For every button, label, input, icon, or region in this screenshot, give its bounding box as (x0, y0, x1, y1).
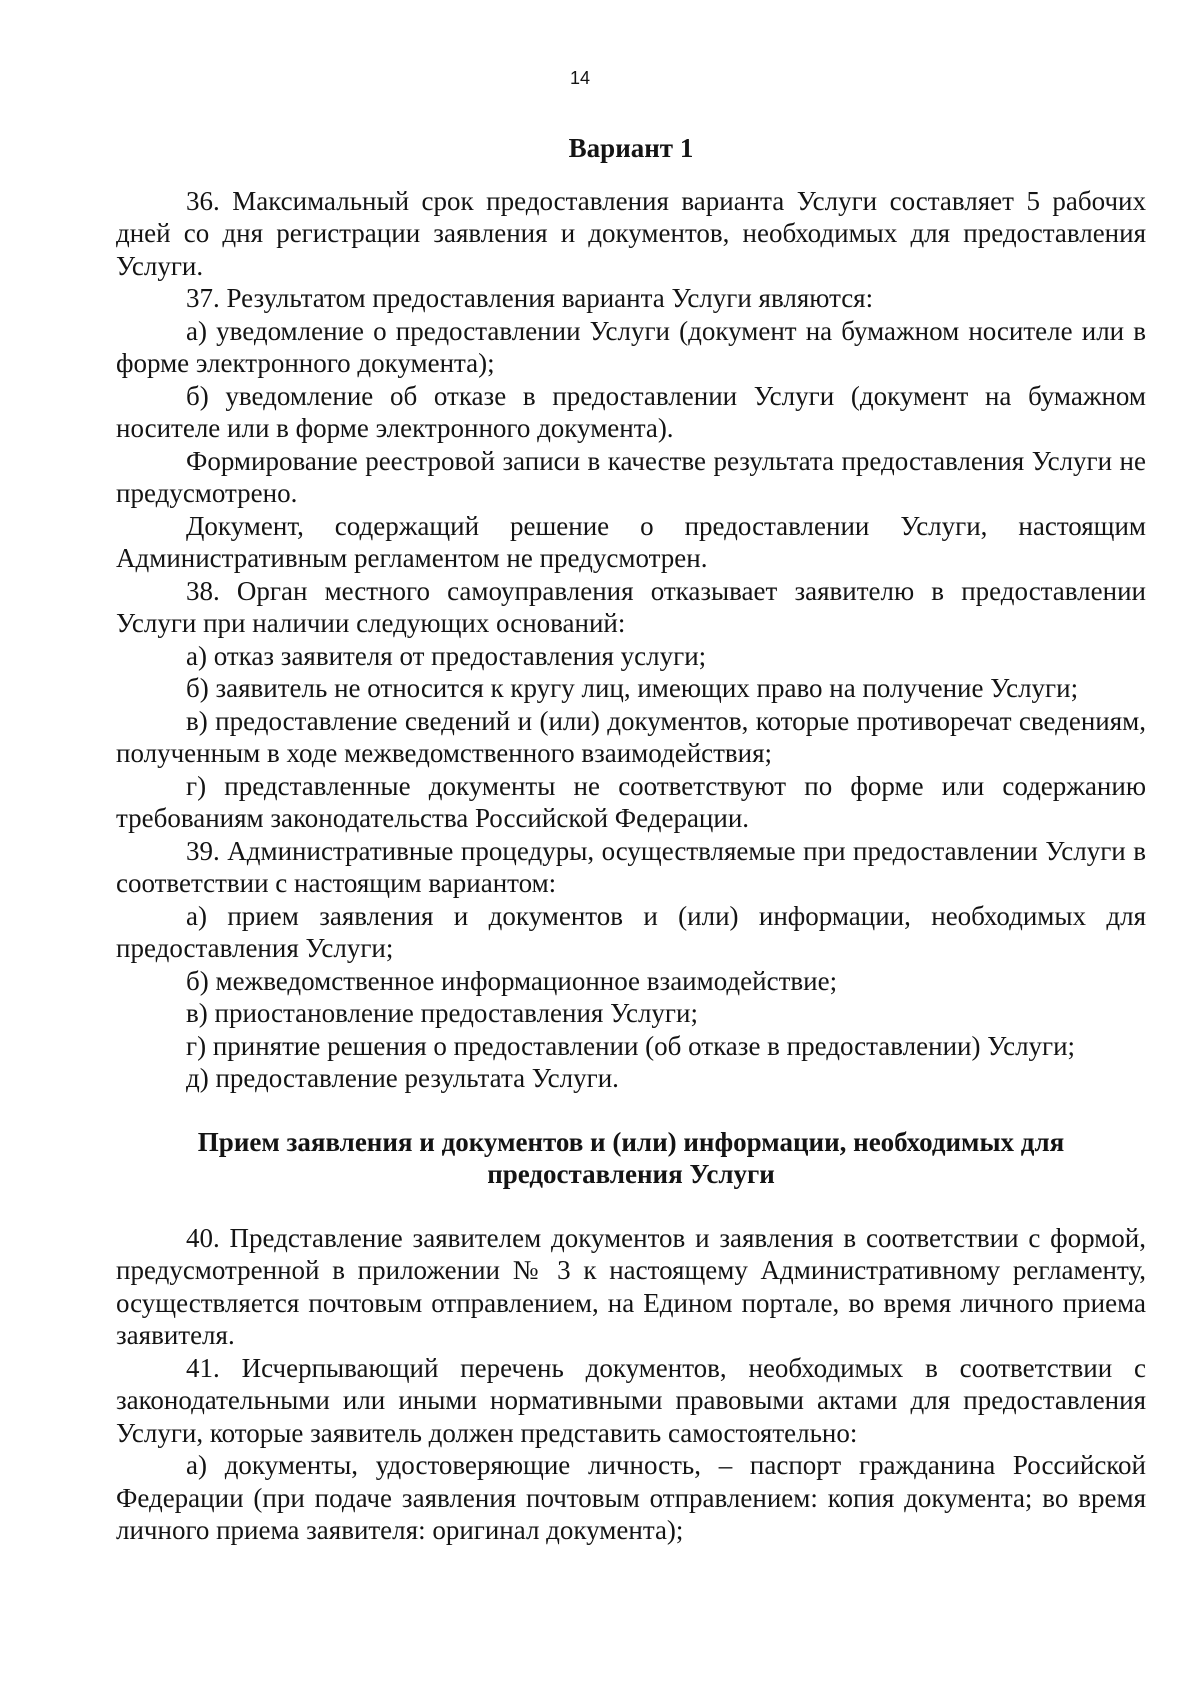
page-content (116, 132, 1146, 1547)
paragraph: 40. Представление заявителем документов и заявления в соответствии с формой, предусмотренной в приложении № 3 к настоящему Административному регламенту, осуществляется почтовым отправлением, на Едином портале, во время личного приема заявителя. (116, 1222, 1146, 1350)
paragraph-group-2 (116, 1222, 1146, 1547)
subsection-heading-line: предоставления Услуги (487, 1159, 775, 1189)
paragraph: 37. Результатом предоставления варианта Услуги являются: (186, 283, 874, 313)
paragraph: а) прием заявления и документов и (или) информации, необходимых для предоставления Услуги; (116, 900, 1146, 963)
subsection-heading-line: Прием заявления и документов и (или) информации, необходимых для (197, 1126, 1065, 1157)
paragraph: 41. Исчерпывающий перечень документов, необходимых в соответствии с законодательными или иными нормативными правовыми актами для предоставления Услуги, которые заявитель должен представить самостоятельно: (116, 1352, 1146, 1448)
paragraph-group-1 (116, 185, 1146, 1095)
paragraph: в) приостановление предоставления Услуги; (186, 998, 698, 1028)
paragraph: а) уведомление о предоставлении Услуги (документ на бумажном носителе или в форме электронного документа); (116, 315, 1146, 378)
paragraph: б) межведомственное информационное взаимодействие; (186, 965, 838, 996)
subsection-heading (116, 1126, 1146, 1191)
paragraph: г) представленные документы не соответствуют по форме или содержанию требованиям законодательства Российской Федерации. (116, 770, 1146, 833)
section-heading: Вариант 1 (568, 133, 694, 163)
paragraph: а) документы, удостоверяющие личность, – паспорт гражданина Российской Федерации (при подаче заявления почтовым отправлением: копия документа; во время личного приема заявителя: оригинал документа); (116, 1450, 1146, 1545)
paragraph: 38. Орган местного самоуправления отказывает заявителю в предоставлении Услуги при наличии следующих оснований: (116, 575, 1146, 638)
paragraph: Формирование реестровой записи в качестве результата предоставления Услуги не предусмотрено. (116, 445, 1146, 508)
paragraph: Документ, содержащий решение о предоставлении Услуги, настоящим Административным регламентом не предусмотрен. (116, 510, 1146, 573)
paragraph: 36. Максимальный срок предоставления варианта Услуги составляет 5 рабочих дней со дня регистрации заявления и документов, необходимых для предоставления Услуги. (116, 185, 1146, 281)
paragraph: а) отказ заявителя от предоставления услуги; (186, 640, 707, 671)
paragraph: 39. Административные процедуры, осуществляемые при предоставлении Услуги в соответствии с настоящим вариантом: (116, 835, 1146, 898)
paragraph: б) уведомление об отказе в предоставлении Услуги (документ на бумажном носителе или в форме электронного документа). (116, 380, 1146, 443)
paragraph: д) предоставление результата Услуги. (186, 1063, 619, 1093)
paragraph: б) заявитель не относится к кругу лиц, имеющих право на получение Услуги; (186, 673, 1079, 703)
paragraph: г) принятие решения о предоставлении (об отказе в предоставлении) Услуги; (186, 1030, 1076, 1061)
page-number: 14 (569, 68, 591, 88)
paragraph: в) предоставление сведений и (или) документов, которые противоречат сведениям, полученным в ходе межведомственного взаимодействия; (116, 705, 1146, 768)
